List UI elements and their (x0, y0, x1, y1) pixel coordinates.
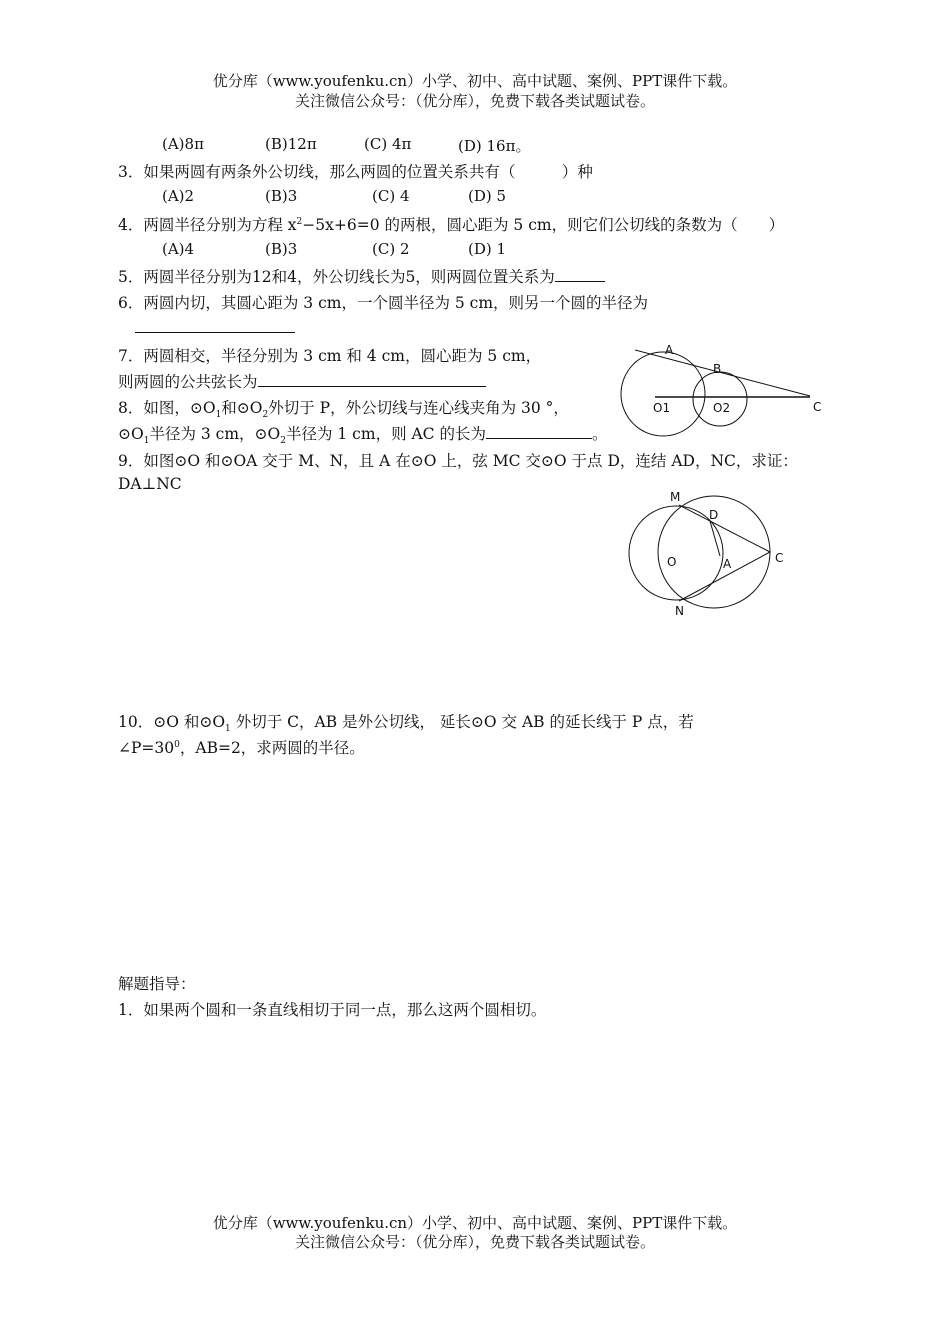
question-8-line-1: 8．如图，$⊙O_1$和$⊙O_2$外切于 P，外公切线与连心线夹角为 30 °， (118, 399, 569, 421)
label-b: B (713, 362, 722, 376)
question-7-line-2: 则两圆的公共弦长为 (118, 370, 486, 392)
label-c: C (775, 551, 784, 565)
q3-option-c: (C) 4 (372, 187, 410, 205)
question-8-line-2: $⊙O_1$半径为 3 cm，$⊙O_2$半径为 1 cm，则 AC 的长为 。 (118, 425, 608, 447)
q2-option-a: (A)8π (162, 135, 204, 153)
circle-o2 (693, 372, 747, 426)
q3-option-d: (D) 5 (468, 187, 507, 205)
q2-option-c: (C) 4π (364, 135, 412, 153)
q3-option-b: (B)3 (265, 187, 298, 205)
q4-option-b: (B)3 (265, 240, 298, 258)
figure-tangent-circles (610, 340, 830, 440)
question-4: 4．两圆半径分别为方程 $x^2-5x+6=0$ 的两根，圆心距为 5 cm，则它们公切线的条数为（ ） (118, 216, 785, 234)
label-o: O (667, 555, 677, 569)
label-c: C (813, 400, 822, 414)
q8-answer-blank[interactable] (486, 424, 592, 439)
chord-mc (679, 505, 770, 552)
label-n: N (675, 604, 684, 618)
footer-line-1: 优分库（www.youfenku.cn）小学、初中、高中试题、案例、PPT课件下载。 (212, 1214, 738, 1232)
label-a: A (665, 343, 674, 357)
header-line-1: 优分库（www.youfenku.cn）小学、初中、高中试题、案例、PPT课件下载。 (212, 72, 738, 90)
q5-answer-blank[interactable] (555, 267, 605, 282)
label-a: A (723, 557, 732, 571)
footer-line-2: 关注微信公众号：（优分库），免费下载各类试题试卷。 (294, 1233, 655, 1251)
question-10-line-1: 10．⊙O 和$⊙O_1$ 外切于 C，AB 是外公切线， 延长⊙O 交 AB 的延长线于 P 点，若 (118, 713, 694, 735)
question-7-line-1: 7．两圆相交，半径分别为 3 cm 和 4 cm，圆心距为 5 cm， (118, 347, 542, 365)
question-9-line-1: 9．如图⊙O 和⊙OA 交于 M、N，且 A 在⊙O 上，弦 MC 交⊙O 于点 D，连结 AD，NC，求证： (118, 452, 798, 470)
q7-answer-blank[interactable] (258, 372, 486, 387)
q3-option-a: (A)2 (162, 187, 195, 205)
label-o2: O2 (713, 401, 731, 415)
q4-option-a: (A)4 (162, 240, 195, 258)
q4-option-d: (D) 1 (468, 240, 507, 258)
guide-title: 解题指导： (118, 975, 196, 993)
q6-answer-blank[interactable] (135, 318, 295, 333)
question-5: 5．两圆半径分别为12和4，外公切线长为5，则两圆位置关系为 (118, 265, 605, 287)
q4-option-c: (C) 2 (372, 240, 410, 258)
q2-option-d: (D) 16π。 (458, 137, 531, 155)
question-3: 3．如果两圆有两条外公切线，那么两圆的位置关系共有（ ）种 (118, 163, 593, 181)
guide-item-1: 1．如果两个圆和一条直线相切于同一点，那么这两个圆相切。 (118, 1001, 547, 1019)
q2-option-b: (B)12π (265, 135, 317, 153)
question-9-line-2: DA⊥NC (118, 475, 182, 493)
tangent-line (635, 350, 810, 396)
figure-intersecting-circles (620, 488, 800, 618)
question-10-line-2: $\angle P=30^0$，AB=2，求两圆的半径。 (118, 739, 365, 757)
question-6: 6．两圆内切，其圆心距为 3 cm，一个圆半径为 5 cm，则另一个圆的半径为 (118, 294, 649, 312)
label-o1: O1 (653, 401, 671, 415)
label-d: D (709, 508, 719, 522)
label-m: M (670, 490, 681, 504)
header-line-2: 关注微信公众号：（优分库），免费下载各类试题试卷。 (294, 92, 655, 110)
